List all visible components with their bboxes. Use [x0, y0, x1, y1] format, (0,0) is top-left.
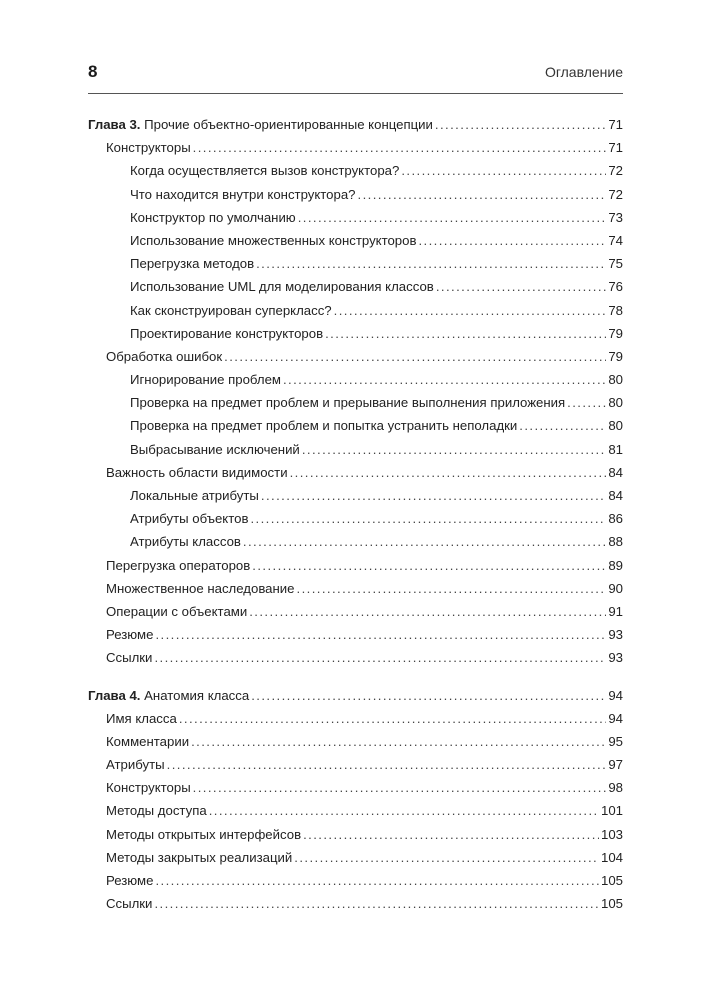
- dot-leader: [209, 799, 599, 822]
- entry-title: Локальные атрибуты: [130, 488, 259, 503]
- dot-leader: [325, 322, 606, 345]
- page-ref: 75: [608, 256, 623, 272]
- chapter-name: Прочие объектно-ориентированные концепции: [144, 117, 433, 132]
- entry-title: Методы доступа: [106, 803, 207, 819]
- entry-title: Комментарии: [106, 733, 190, 749]
- page-ref: 71: [608, 117, 623, 132]
- toc-section[interactable]: [88, 461, 623, 484]
- page-ref: 91: [608, 603, 623, 619]
- chapter-heading[interactable]: [88, 684, 623, 707]
- page-number: 8: [88, 62, 98, 81]
- entry-title: Атрибуты: [106, 757, 165, 773]
- page-ref: 73: [608, 209, 623, 225]
- page-ref: 98: [608, 780, 623, 796]
- dot-leader: [567, 391, 606, 414]
- entry-title: Резюме: [106, 627, 154, 643]
- dot-leader: [256, 252, 606, 275]
- toc-subsection[interactable]: [88, 438, 623, 461]
- entry-title: Перегрузка методов: [130, 256, 255, 272]
- entry-title: Как сконструирован суперкласс?: [130, 302, 332, 318]
- page-ref: 79: [608, 325, 623, 341]
- entry-title: Использование UML для моделирования классов: [130, 279, 434, 295]
- dot-leader: [252, 554, 606, 577]
- toc-section[interactable]: [88, 707, 623, 730]
- dot-leader: [261, 484, 606, 507]
- page-ref: 84: [608, 488, 623, 503]
- dot-leader: [250, 507, 606, 530]
- toc-subsection[interactable]: [88, 530, 623, 553]
- entry-title: Операции с объектами: [106, 603, 248, 619]
- toc-subsection[interactable]: [88, 183, 623, 206]
- page-ref: 89: [608, 557, 623, 573]
- dot-leader: [193, 776, 607, 799]
- page-ref: 105: [600, 896, 623, 912]
- dot-leader: [519, 414, 606, 437]
- toc-subsection[interactable]: [88, 299, 623, 322]
- toc-section[interactable]: [88, 554, 623, 577]
- dot-leader: [154, 646, 606, 669]
- entry-title: Игнорирование проблем: [130, 372, 281, 388]
- dot-leader: [302, 438, 607, 461]
- toc-subsection[interactable]: [88, 507, 623, 530]
- page-ref: 105: [600, 873, 623, 888]
- table-of-contents: [88, 113, 623, 915]
- dot-leader: [154, 892, 599, 915]
- entry-title: Проверка на предмет проблем и прерывание выполнения приложения: [130, 395, 566, 411]
- page-ref: 78: [608, 302, 623, 318]
- toc-section[interactable]: [88, 869, 623, 892]
- page-header: [88, 62, 623, 84]
- page-ref: 72: [608, 186, 623, 202]
- running-title: Оглавление: [544, 64, 623, 80]
- page-ref: 72: [608, 163, 623, 179]
- toc-section[interactable]: [88, 577, 623, 600]
- dot-leader: [435, 113, 606, 136]
- toc-section[interactable]: [88, 892, 623, 915]
- entry-title: Резюме: [106, 873, 154, 888]
- toc-subsection[interactable]: [88, 159, 623, 182]
- dot-leader: [303, 823, 599, 846]
- toc-subsection[interactable]: [88, 252, 623, 275]
- toc-section[interactable]: [88, 345, 623, 368]
- header-divider: [88, 93, 623, 94]
- entry-title: Выбрасывание исключений: [130, 441, 300, 457]
- page-ref: 90: [608, 580, 623, 596]
- toc-subsection[interactable]: [88, 391, 623, 414]
- dot-leader: [251, 684, 606, 707]
- entry-title: Конструктор по умолчанию: [130, 209, 296, 225]
- toc-section[interactable]: [88, 646, 623, 669]
- toc-section[interactable]: [88, 776, 623, 799]
- dot-leader: [224, 345, 606, 368]
- page-ref: 94: [608, 687, 623, 703]
- chapter-label: Глава 3.: [88, 117, 141, 132]
- page-ref: 76: [608, 279, 623, 295]
- entry-title: Ссылки: [106, 650, 153, 666]
- toc-section[interactable]: [88, 799, 623, 822]
- chapter-block: [88, 113, 623, 670]
- entry-title: Имя класса: [106, 710, 177, 726]
- toc-section[interactable]: [88, 823, 623, 846]
- toc-subsection[interactable]: [88, 322, 623, 345]
- entry-title: Методы закрытых реализаций: [106, 849, 293, 865]
- chapter-block: [88, 684, 623, 916]
- page-ref: 80: [608, 418, 623, 434]
- toc-subsection[interactable]: [88, 275, 623, 298]
- toc-subsection[interactable]: [88, 484, 623, 507]
- dot-leader: [191, 730, 606, 753]
- dot-leader: [294, 846, 599, 869]
- dot-leader: [334, 299, 607, 322]
- entry-title: Перегрузка операторов: [106, 557, 251, 573]
- page-ref: 93: [608, 627, 623, 643]
- toc-section[interactable]: [88, 136, 623, 159]
- dot-leader: [283, 368, 606, 391]
- dot-leader: [401, 159, 606, 182]
- dot-leader: [243, 530, 606, 553]
- dot-leader: [298, 206, 607, 229]
- dot-leader: [167, 753, 607, 776]
- toc-section[interactable]: [88, 753, 623, 776]
- dot-leader: [358, 183, 607, 206]
- page-ref: 101: [600, 803, 623, 819]
- page-ref: 81: [608, 441, 623, 457]
- chapter-spacer: [88, 670, 623, 684]
- dot-leader: [436, 275, 607, 298]
- page-ref: 80: [608, 372, 623, 388]
- entry-title: Проектирование конструкторов: [130, 325, 324, 341]
- page-ref: 79: [608, 348, 623, 364]
- page-ref: 104: [600, 849, 623, 865]
- page-ref: 74: [608, 232, 623, 248]
- entry-title: Конструкторы: [106, 140, 191, 156]
- dot-leader: [179, 707, 607, 730]
- dot-leader: [290, 461, 607, 484]
- dot-leader: [155, 623, 606, 646]
- entry-title: Ссылки: [106, 896, 153, 912]
- entry-title: Проверка на предмет проблем и попытка устранить неполадки: [130, 418, 518, 434]
- toc-section[interactable]: [88, 600, 623, 623]
- dot-leader: [155, 869, 599, 892]
- entry-title: Обработка ошибок: [106, 348, 223, 364]
- dot-leader: [297, 577, 607, 600]
- dot-leader: [249, 600, 606, 623]
- page-ref: 95: [608, 733, 623, 749]
- toc-section[interactable]: [88, 846, 623, 869]
- entry-title: Использование множественных конструкторов: [130, 232, 417, 248]
- chapter-title: [88, 113, 433, 136]
- page-ref: 93: [608, 650, 623, 666]
- toc-subsection[interactable]: [88, 229, 623, 252]
- chapter-heading[interactable]: [88, 113, 623, 136]
- page-ref: 71: [608, 140, 623, 156]
- page-ref: 103: [600, 826, 623, 842]
- chapter-title: [88, 684, 249, 707]
- chapter-label: Глава 4.: [88, 687, 141, 703]
- entry-title: Атрибуты классов: [130, 534, 241, 550]
- entry-title: Множественное наследование: [106, 580, 295, 596]
- toc-section[interactable]: [88, 623, 623, 646]
- dot-leader: [193, 136, 607, 159]
- toc-subsection[interactable]: [88, 206, 623, 229]
- entry-title: Методы открытых интерфейсов: [106, 826, 302, 842]
- page-ref: 84: [608, 464, 623, 480]
- toc-subsection[interactable]: [88, 414, 623, 437]
- entry-title: Атрибуты объектов: [130, 511, 249, 527]
- entry-title: Важность области видимости: [106, 464, 288, 480]
- page-ref: 80: [608, 395, 623, 411]
- page-ref: 88: [608, 534, 623, 550]
- page-ref: 94: [608, 710, 623, 726]
- entry-title: Что находится внутри конструктора?: [130, 186, 356, 202]
- chapter-name: Анатомия класса: [144, 687, 250, 703]
- entry-title: Конструкторы: [106, 780, 191, 796]
- toc-section[interactable]: [88, 730, 623, 753]
- page-ref: 86: [608, 511, 623, 527]
- page-ref: 97: [608, 757, 623, 773]
- entry-title: Когда осуществляется вызов конструктора?: [130, 163, 400, 179]
- dot-leader: [418, 229, 606, 252]
- toc-subsection[interactable]: [88, 368, 623, 391]
